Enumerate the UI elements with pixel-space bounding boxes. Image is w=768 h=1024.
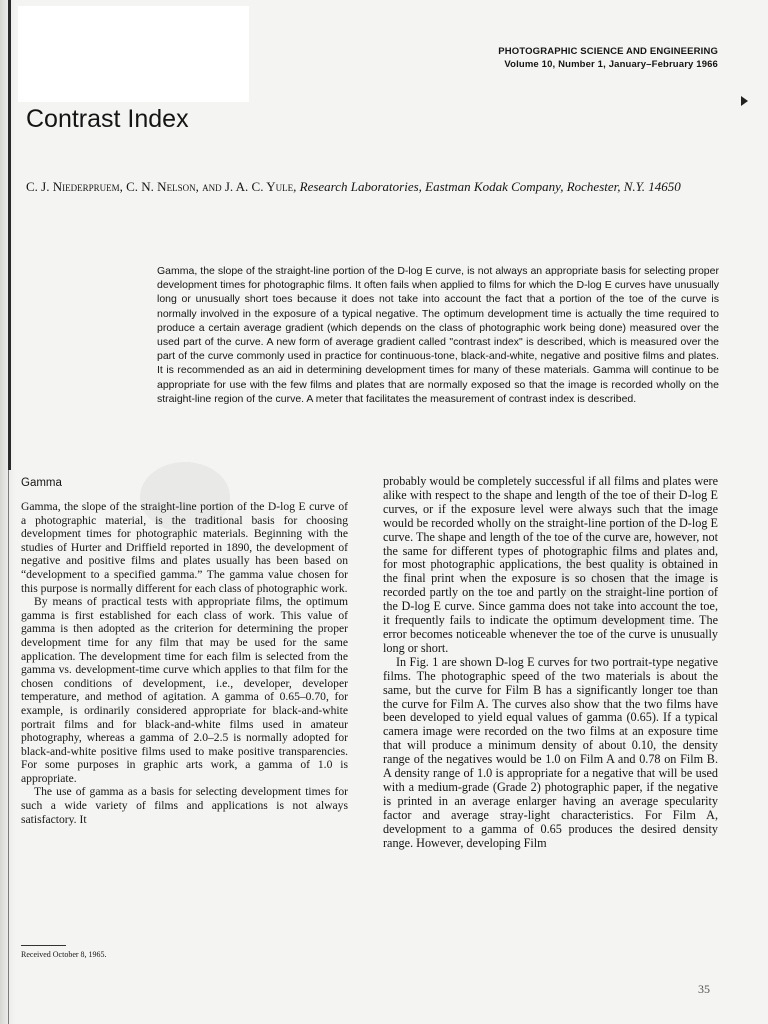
journal-header: [498, 45, 718, 71]
page-number: 35: [698, 982, 710, 996]
journal-name: PHOTOGRAPHIC SCIENCE AND ENGINEERING: [498, 46, 718, 57]
binding-shadow-line: [8, 0, 11, 470]
abstract: Gamma, the slope of the straight-line portion of the D-log E curve, is not always an appropriate basis for selecting proper development times for photographic films. It often fails when applied to films for which the D-log E curves have unusually long or unusually short toes because it does not take into account the fact that a portion of the toe of the curve is normally involved in the exposure of a typical negative. The optimum development time is actually the time required to produce a certain average gradient (which depends on the class of photographic work being done) measured over the used part of the curve. A new form of average gradient called "contrast index" is described, which is measured over the part of the curve commonly used in practice for continuous-tone, black-and-white, negative and positive films and plates. It is recommended as an aid in determining development times for many of these materials. Gamma will continue to be appropriate for use with the few films and plates that are normally exposed so that the image is recorded wholly on the straight-line region of the curve. A meter that facilitates the measurement of contrast index is described.: [157, 265, 719, 405]
author-affiliation: Research Laboratories, Eastman Kodak Company, Rochester, N.Y. 14650: [299, 179, 681, 194]
body-paragraph: By means of practical tests with appropriate films, the optimum gamma is first established for each class of work. This value of gamma is then adopted as the criterion for determining the proper development time for any film that may be used for the same application. The development time for each film is selected from the gamma vs. development-time curve which applies to that film for the chosen conditions of development, i.e., developer, developer temperature, and method of agitation. A gamma of 0.65–0.70, for example, is ordinarily considered appropriate for black-and-white portrait films and for black-and-white films used in amateur photography, whereas a gamma of 2.0–2.5 is normally adopted for black-and-white positive films used to make positive transparencies. For some purposes in graphic arts work, a gamma of 1.0 is appropriate.: [21, 595, 348, 785]
author-block: [26, 178, 706, 196]
footnote-rule: [21, 945, 66, 946]
body-paragraph: Gamma, the slope of the straight-line portion of the D-log E curve of a photographic material, is the traditional basis for choosing development times for photographic materials. Beginning with the studies of Hurter and Driffield reported in 1890, the development of negative and positive films and plates usually has been based on “development to a specified gamma.” The gamma value chosen for this purpose is normally different for each class of photographic work.: [21, 500, 348, 595]
body-paragraph: In Fig. 1 are shown D-log E curves for two portrait-type negative films. The photographic speed of the two materials is about the same, but the curve for Film B has a significantly longer toe than the curve for Film A. The curves also show that the two films have been developed to yield equal values of gamma (0.65). If a typical camera image were recorded on the two films at an exposure time that will produce a minimum density of about 0.10, the density range of the negatives would be 1.0 on Film A and 0.78 on Film B. A density range of 1.0 is appropriate for a negative that will be used with a medium-grade (Grade 2) photographic paper, if the negative is printed in an average enlarger having an average specularity factor and average stray-light characteristics. For Film A, development to a gamma of 0.65 produces the desired density range. However, developing Film: [383, 654, 718, 850]
body-column-right: [383, 475, 718, 850]
article-title: Contrast Index: [26, 105, 189, 133]
body-paragraph: The use of gamma as a basis for selecting development times for such a wide variety of films and applications is not always satisfactory. It: [21, 785, 348, 826]
scan-mark: [741, 96, 748, 106]
body-paragraph: probably would be completely successful if all films and plates were alike with respect to the shape and length of the toe of their D-log E curves, or if the exposure level were always such that the image would be recorded wholly on the straight-line portion of the D-log E curve. The shape and length of the toe of the curve are, however, not the same for different types of photographic films and plates and, for most photographic applications, the best quality is obtained in the final print when the exposure is so chosen that the image is recorded partly on the toe and partly on the straight-line portion of the D-log E curve. Since gamma does not take into account the toe, it frequently fails to indicate the optimum development time. The error becomes noticeable whenever the toe of the curve is unusually long or short.: [383, 474, 718, 655]
received-footnote: Received October 8, 1965.: [21, 950, 107, 959]
journal-issue: Volume 10, Number 1, January–February 1966: [504, 59, 718, 70]
author-names: C. J. Niederpruem, C. N. Nelson, and J. A. C. Yule,: [26, 179, 297, 194]
section-heading: Gamma: [21, 477, 62, 489]
binding-shadow-line-faint: [8, 470, 9, 1024]
redaction-box: [18, 6, 249, 102]
body-column-left: [21, 500, 348, 826]
